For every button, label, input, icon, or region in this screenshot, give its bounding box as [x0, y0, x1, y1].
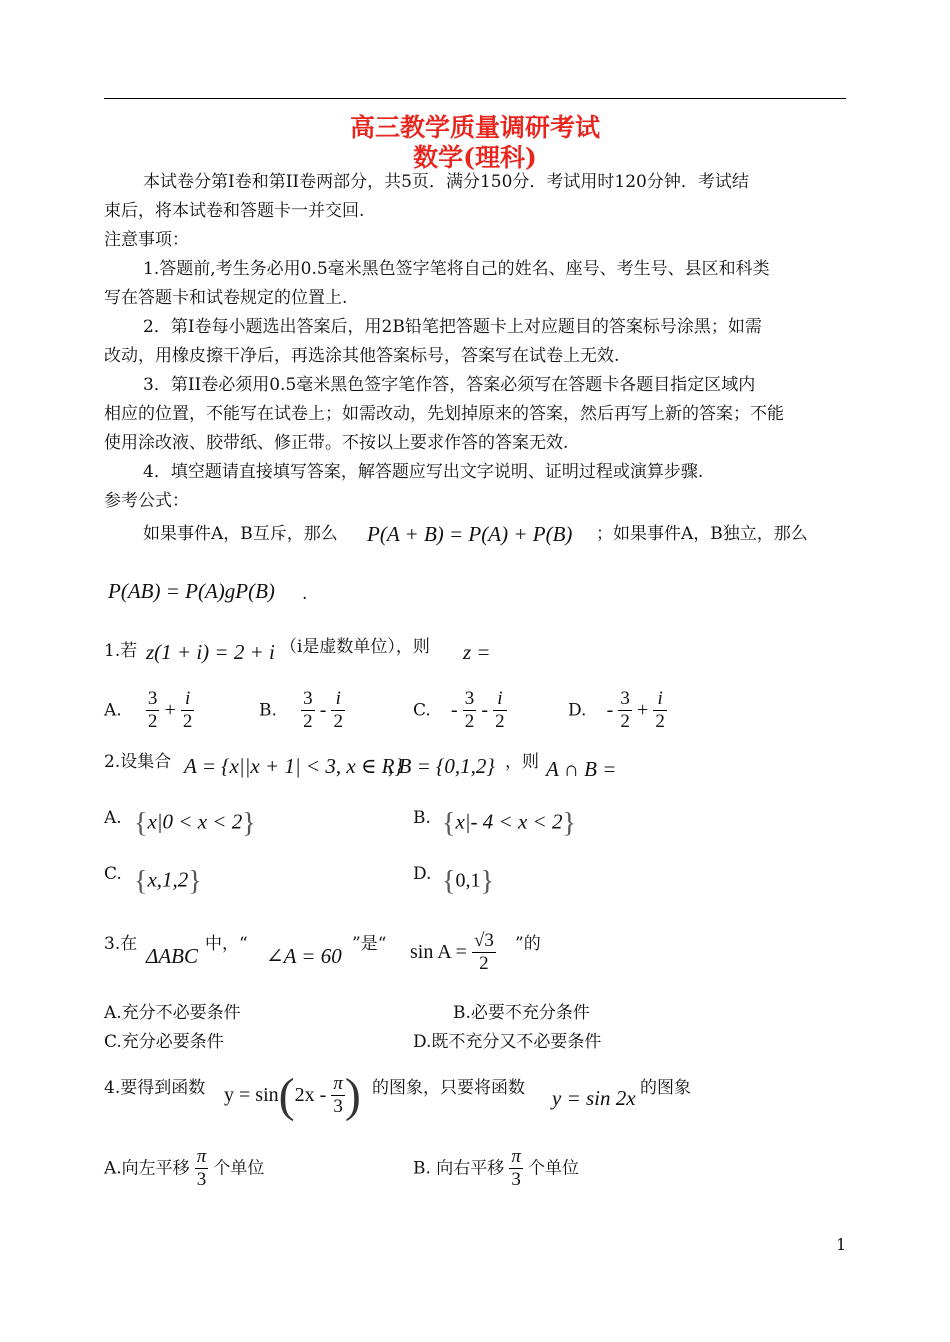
q2-set-b: , B = {0,1,2} [388, 754, 495, 778]
q1-option-d[interactable]: D. - $\frac{3}{2}$ + $\frac{i}{2}$ [568, 688, 665, 732]
q2-option-d[interactable]: {0,1} [442, 866, 494, 897]
q4-function-2: y = sin 2x [552, 1086, 636, 1110]
q4-function: y = sin(2x - $\frac{\pi}{3}$ ) [224, 1069, 361, 1122]
q4-option-a[interactable]: A.向左平移 $\frac{\pi}{3}$ 个单位 [104, 1146, 265, 1190]
formula-exclusive: P(A + B) = P(A) + P(B) [367, 522, 573, 546]
q1-option-a[interactable]: A. $\frac{3}{2}$ + $\frac{i}{2}$ [104, 688, 193, 732]
formula-mid: ；如果事件A，B独立，那么 [596, 524, 808, 544]
fraction: $\frac{i}{2}$ [182, 688, 193, 732]
exam-title: 高三教学质量调研考试 [349, 113, 600, 142]
notes-heading: 注意事项： [104, 230, 189, 250]
formula-independent: P(AB) = P(A)gP(B) [108, 579, 275, 603]
page-number: 1 [836, 1235, 847, 1254]
q1-ask: z = [463, 640, 491, 664]
note-1-line-1: 1.答题前,考生务必用0.5毫米黑色签字笔将自己的姓名、座号、考生号、县区和科类 [143, 259, 770, 279]
formula-period: . [302, 584, 308, 604]
formula-heading: 参考公式： [104, 491, 189, 511]
fraction: $\frac{3}{2}$ [147, 688, 158, 732]
note-3-line-2: 相应的位置，不能写在试卷上；如需改动，先划掉原来的答案，然后再写上新的答案；不能 [104, 404, 784, 424]
formula-lead: 如果事件A，B互斥，那么 [143, 524, 338, 544]
q3-mid-2: ”是“ [352, 934, 387, 954]
note-3-line-3: 使用涂改液、胶带纸、修正带。不按以上要求作答的答案无效. [104, 433, 569, 453]
q3-option-d[interactable]: D.既不充分又不必要条件 [413, 1032, 602, 1052]
q3-angle: ∠A = 60 [266, 944, 342, 968]
q4-option-b[interactable]: B. 向右平移 $\frac{\pi}{3}$ 个单位 [413, 1146, 580, 1190]
q3-mid-1: 中，“ [205, 934, 248, 954]
q2-option-d-label[interactable]: D. [413, 864, 432, 884]
fraction: $\frac{3}{2}$ [620, 688, 630, 732]
fraction: $\frac{i}{2}$ [333, 688, 343, 732]
q1-option-b[interactable]: B. $\frac{3}{2}$ - $\frac{i}{2}$ [259, 688, 343, 732]
q2-option-b-label[interactable]: B. [413, 808, 431, 828]
intro-line-2: 束后，将本试卷和答题卡一并交回. [104, 201, 365, 221]
option-label: B. [259, 700, 277, 721]
q2-set-a: A = {x||x + 1| < 3, x ∈ R} [184, 754, 403, 778]
q2-option-a[interactable]: {x|0 < x < 2} [134, 808, 256, 839]
q3-sine-condition: sin A = $\frac{√3}{2}$ [410, 930, 494, 974]
option-label: A. [104, 700, 122, 721]
note-2-line-2: 改动，用橡皮擦干净后，再选涂其他答案标号，答案写在试卷上无效. [104, 346, 620, 366]
q4-prefix: 4.要得到函数 [104, 1078, 206, 1098]
option-label: C. [413, 700, 431, 721]
fraction: $\frac{√3}{2}$ [473, 930, 494, 974]
q2-prefix: 2.设集合 [104, 752, 172, 772]
q3-option-b[interactable]: B.必要不充分条件 [453, 1003, 590, 1023]
note-4: 4．填空题请直接填写答案，解答题应写出文字说明、证明过程或演算步骤. [143, 462, 704, 482]
q4-mid: 的图象，只要将函数 [372, 1078, 525, 1098]
intro-line-1: 本试卷分第I卷和第II卷两部分，共5页．满分150分．考试用时120分钟．考试结 [143, 172, 749, 192]
exam-subtitle: 数学(理科) [413, 143, 537, 172]
q1-option-c[interactable]: C. - $\frac{3}{2}$ - $\frac{i}{2}$ [413, 688, 505, 732]
q2-tail: ，则 [505, 752, 539, 772]
note-1-line-2: 写在答题卡和试卷规定的位置上. [104, 288, 348, 308]
q2-option-c[interactable]: {x,1,2} [134, 866, 202, 897]
q3-prefix: 3.在 [104, 934, 138, 954]
q1-note: （i是虚数单位），则 [280, 637, 430, 657]
fraction: $\frac{\pi}{3}$ [196, 1146, 207, 1190]
q3-option-c[interactable]: C.充分必要条件 [104, 1032, 224, 1052]
fraction: $\frac{\pi}{3}$ [333, 1073, 343, 1117]
q4-end: 的图象 [640, 1078, 691, 1098]
fraction: $\frac{i}{2}$ [655, 688, 665, 732]
q2-ask: A ∩ B = [546, 757, 617, 781]
q3-end: ”的 [515, 934, 541, 954]
header-rule [104, 98, 846, 99]
fraction: $\frac{\pi}{3}$ [511, 1146, 521, 1190]
note-3-line-1: 3．第II卷必须用0.5毫米黑色签字笔作答，答案必须写在答题卡各题目指定区域内 [143, 375, 756, 395]
fraction: $\frac{i}{2}$ [495, 688, 505, 732]
q2-option-c-label[interactable]: C. [104, 864, 122, 884]
q2-option-a-label[interactable]: A. [104, 808, 122, 828]
q1-prefix: 1.若 [104, 641, 138, 661]
fraction: $\frac{3}{2}$ [303, 688, 313, 732]
q3-option-a[interactable]: A.充分不必要条件 [104, 1003, 241, 1023]
option-label: D. [568, 700, 587, 721]
q2-option-b[interactable]: {x|- 4 < x < 2} [442, 808, 576, 839]
q3-triangle: ΔABC [146, 944, 198, 968]
fraction: $\frac{3}{2}$ [464, 688, 475, 732]
note-2-line-1: 2．第I卷每小题选出答案后，用2B铅笔把答题卡上对应题目的答案标号涂黑；如需 [143, 317, 762, 337]
q1-expression: z(1 + i) = 2 + i [146, 640, 275, 664]
